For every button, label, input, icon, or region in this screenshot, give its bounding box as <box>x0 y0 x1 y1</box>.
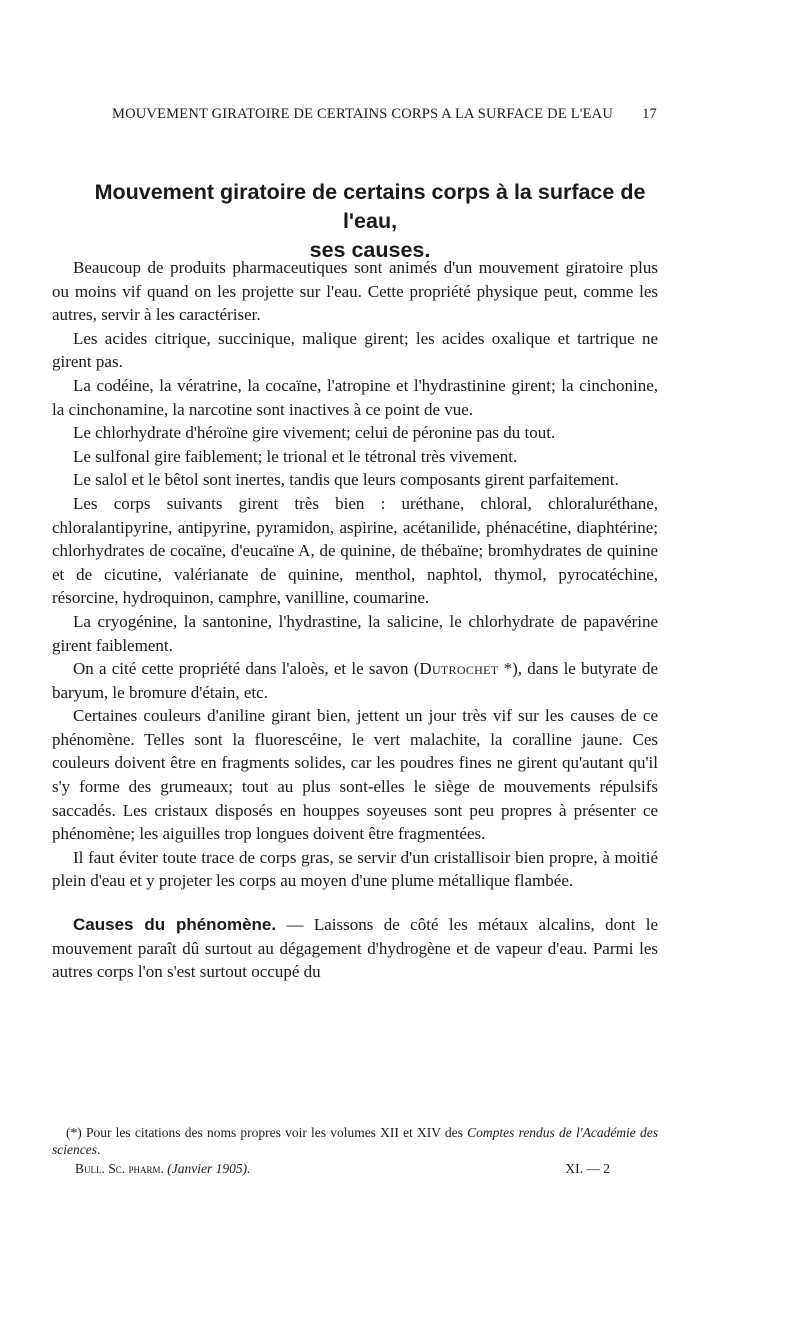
paragraph-dutrochet: On a cité cette propriété dans l'aloès, et le savon (Dutrochet *), dans le butyrate de baryum, le bromure d'étain, etc. <box>52 659 658 702</box>
journal-name: Bull. Sc. pharm. <box>75 1161 164 1176</box>
paragraph: Le chlorhydrate d'héroïne gire vivement; celui de péronine pas du tout. <box>73 423 556 443</box>
paragraph: Les acides citrique, succinique, malique girent; les acides oxalique et tartrique ne girent pas. <box>52 328 658 372</box>
paragraph-causes: Causes du phénomène. — Laissons de côté les métaux alcalins, dont le mouvement paraît dû surtout au dégagement d'hydrogène et de vapeur d'eau. Parmi les autres corps l'on s'est surtout occupé du <box>52 915 658 982</box>
paragraph: Beaucoup de produits pharmaceutiques sont animés d'un mouvement giratoire plus ou moins vif quand on les projette sur l'eau. Cette propriété physique peut, comme les autres, servir à les caractériser. <box>52 258 658 325</box>
footnote-citation: Comptes rendus de l'Académie des sciences <box>52 1125 658 1157</box>
issue-date: (Janvier 1905). <box>167 1161 251 1176</box>
article-title-line-2: ses causes. <box>309 238 431 262</box>
section-lead: Causes du phénomène. <box>73 915 277 935</box>
footnote-ref: * <box>498 659 513 679</box>
paragraph: Certaines couleurs d'aniline girant bien, jettent un jour très vif sur les causes de ce phénomène. Telles sont la fluorescéine, le vert malachite, la coralline jaune. Ces couleurs doivent être en fragments solides, car les poudres fines ne girent qu'autant qu'il s'y forme des grumeaux; tout au plus sont-elles le siège de mouvements répulsifs saccadés. Les cristaux disposés en houppes soyeuses sont peu propres à présenter ce phénomène; les aiguilles trop longues doivent être fragmentées. <box>52 706 658 844</box>
paragraph: Le sulfonal gire faiblement; le trional et le tétronal très vivement. <box>73 446 518 466</box>
article-body <box>52 256 658 984</box>
paragraph: La cryogénine, la santonine, l'hydrastine, la salicine, le chlorhydrate de papavérine girent faiblement. <box>52 611 658 655</box>
paragraph: Les corps suivants girent très bien : uréthane, chloral, chloraluréthane, chloralantipyrine, antipyrine, pyramidon, aspirine, acétanilide, phénacétine, diaphtérine; chlorhydrates de cocaïne, d'eucaïne A, de quinine, de thébaïne; bromhydrates de quinine et de cicutine, valérianate de quinine, menthol, naphtol, thymol, pyrocatéchine, résorcine, hydroquinon, camphre, vanilline, coumarine. <box>52 493 658 608</box>
paragraph: Il faut éviter toute trace de corps gras, se servir d'un cristallisoir bien propre, à moitié plein d'eau et y projeter les corps au moyen d'une plume métallique flambée. <box>52 847 658 891</box>
article-title <box>75 178 665 265</box>
paragraph: Le salol et le bêtol sont inertes, tandis que leurs composants girent parfaitement. <box>73 470 619 490</box>
running-head-title: MOUVEMENT GIRATOIRE DE CERTAINS CORPS A LA SURFACE DE L'EAU <box>112 106 613 122</box>
page-number: 17 <box>642 106 657 122</box>
signature-mark: XI. — 2 <box>565 1161 610 1176</box>
author-name: Dutrochet <box>419 659 499 679</box>
article-title-line-1: Mouvement giratoire de certains corps à la surface de l'eau, <box>94 180 646 233</box>
footnote-marker: (*) <box>66 1125 82 1140</box>
footnote: (*) Pour les citations des noms propres voir les volumes XII et XIV des Comptes rendus de l'Académie des sciences. <box>52 1125 658 1157</box>
paragraph: La codéine, la vératrine, la cocaïne, l'atropine et l'hydrastinine girent; la cinchonine, la cinchonamine, la narcotine sont inactives à ce point de vue. <box>52 375 658 419</box>
